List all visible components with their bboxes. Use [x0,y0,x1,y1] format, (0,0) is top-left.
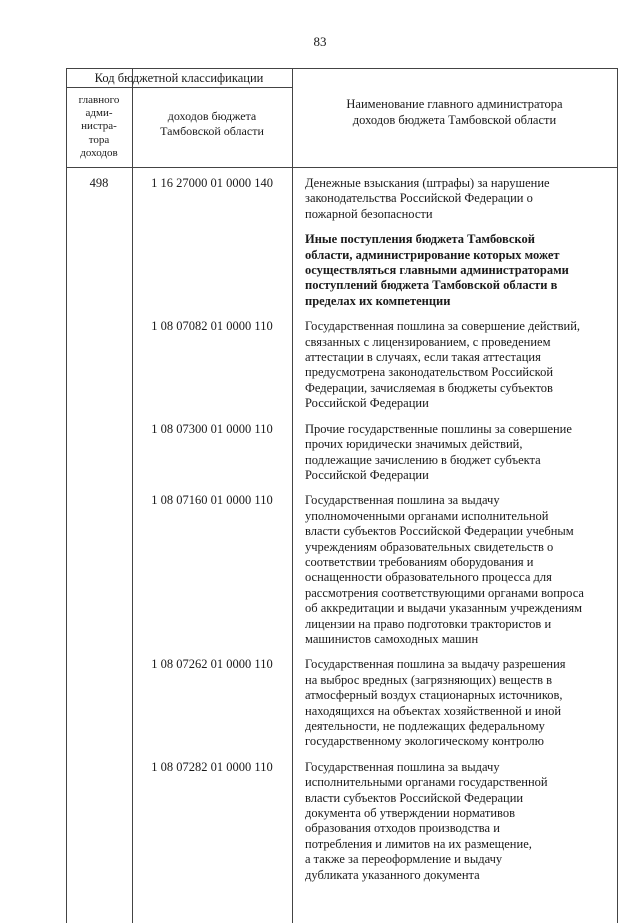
table-row [66,232,618,309]
revenue-code-cell [132,232,292,309]
admin-code-cell [66,319,132,411]
text-line: Российской Федерации [305,467,429,482]
text-line: машинистов самоходных машин [305,631,479,646]
text-line: оснащенности образовательного процесса для [305,570,552,585]
text-line: об аккредитации и выдачи указанным учреждениям [305,601,582,616]
text-line: предусмотрена законодательством Российской [305,365,554,380]
text-line: рассмотрения соответствующими органами вопроса [305,585,584,600]
text-line: а также за переоформление и выдачу [305,852,503,867]
text-line: на выброс вредных (загрязняющих) веществ в [305,672,553,687]
header-line: нистра- [81,120,117,133]
text-line: атмосферный воздух стационарных источников, [305,688,563,703]
text-line: Прочие государственные пошлины за совершение [305,421,572,436]
revenue-name-cell [292,760,617,883]
text-line: потребления и лимитов на их размещение, [305,836,532,851]
text-line: власти субъектов Российской Федерации [305,790,524,805]
text-line: пожарной безопасности [305,206,433,221]
text-line: подлежащие зачислению в бюджет субъекта [305,452,541,467]
header-administrator-name [292,97,617,128]
admin-code-cell [66,493,132,647]
table-header [66,69,618,168]
text-line: аттестации в случаях, если такая аттестация [305,350,541,365]
admin-code-cell [66,760,132,883]
page-number: 83 [313,34,327,49]
table-row [66,319,618,411]
header-line: доходов бюджета Тамбовской области [352,112,557,127]
revenue-name-cell [292,422,617,484]
text-line: Федерации, зачисляемая в бюджеты субъектов [305,380,553,395]
text-line: Государственная пошлина за совершение действий, [305,319,581,334]
header-chief-administrator [66,94,132,160]
text-line: образования отходов производства и [305,821,500,836]
text-line: законодательства Российской Федерации о [305,191,533,206]
header-line: доходов [80,146,118,159]
revenue-name-cell [292,657,617,749]
admin-code-cell [66,232,132,309]
table-row [66,760,618,923]
text-line: учреждениям образовательных свидетельств о [305,539,554,554]
revenue-code-cell: 1 08 07262 01 0000 110 [151,657,273,672]
header-regional-revenue [132,109,292,139]
text-line: Российской Федерации [305,396,429,411]
table-row [66,422,618,484]
section-heading [292,232,617,309]
text-line: документа об утверждении нормативов [305,806,516,821]
header-line: Наименование главного администратора [346,97,563,111]
text-line: области, администрирование которых может [305,247,560,262]
text-line: Денежные взыскания (штрафы) за нарушение [305,176,550,190]
revenue-code-cell: 1 08 07082 01 0000 110 [151,319,273,334]
table-row [66,493,618,647]
text-line: Иные поступления бюджета Тамбовской [305,232,535,247]
header-line: главного [78,94,120,106]
text-line: дубликата указанного документа [305,867,480,882]
revenue-code-cell: 1 08 07282 01 0000 110 [151,759,273,774]
text-line: связанных с лицензированием, с проведением [305,334,551,349]
admin-code-cell: 498 [89,176,109,190]
header-line: тора [88,133,110,146]
text-line: находящихся на объектах хозяйственной и иной [305,703,562,718]
table-row [66,657,618,749]
text-line: деятельности, не подлежащих федеральному [305,719,545,733]
text-line: уполномоченными органами исполнительной [305,508,549,523]
text-line: власти субъектов Российской Федерации учебным [305,524,574,539]
text-line: Государственная пошлина за выдачу [305,493,500,508]
admin-code-cell [66,657,132,749]
text-line: исполнительными органами государственной [305,775,548,790]
budget-classification-table [66,68,618,923]
text-line: поступлений бюджета Тамбовской области в [305,278,558,293]
header-budget-classification-code: Код бюджетной классификации [66,69,292,88]
revenue-name-cell [292,493,617,647]
text-line: лицензии на право подготовки трактористов и [305,616,552,631]
text-line: государственному экологическому контролю [305,734,544,749]
text-line: Государственная пошлина за выдачу [305,759,500,774]
text-line: прочих юридически значимых действий, [305,437,523,452]
text-line: Государственная пошлина за выдачу разрешения [305,657,566,672]
header-line: адми- [85,107,113,120]
header-line: доходов бюджета [167,109,257,123]
revenue-code-cell: 1 08 07160 01 0000 110 [151,493,273,508]
revenue-name-cell [292,319,617,411]
text-line: пределах их компетенции [305,293,451,308]
revenue-code-cell: 1 08 07300 01 0000 110 [151,421,273,436]
header-line: Тамбовской области [160,124,264,138]
text-line: осуществляться главными администраторами [305,263,569,278]
text-line: соответствии требованиям оборудования и [305,554,534,569]
revenue-code-cell: 1 16 27000 01 0000 140 [151,176,273,190]
admin-code-cell [66,422,132,484]
table-row [66,176,618,222]
revenue-name-cell [292,176,617,222]
